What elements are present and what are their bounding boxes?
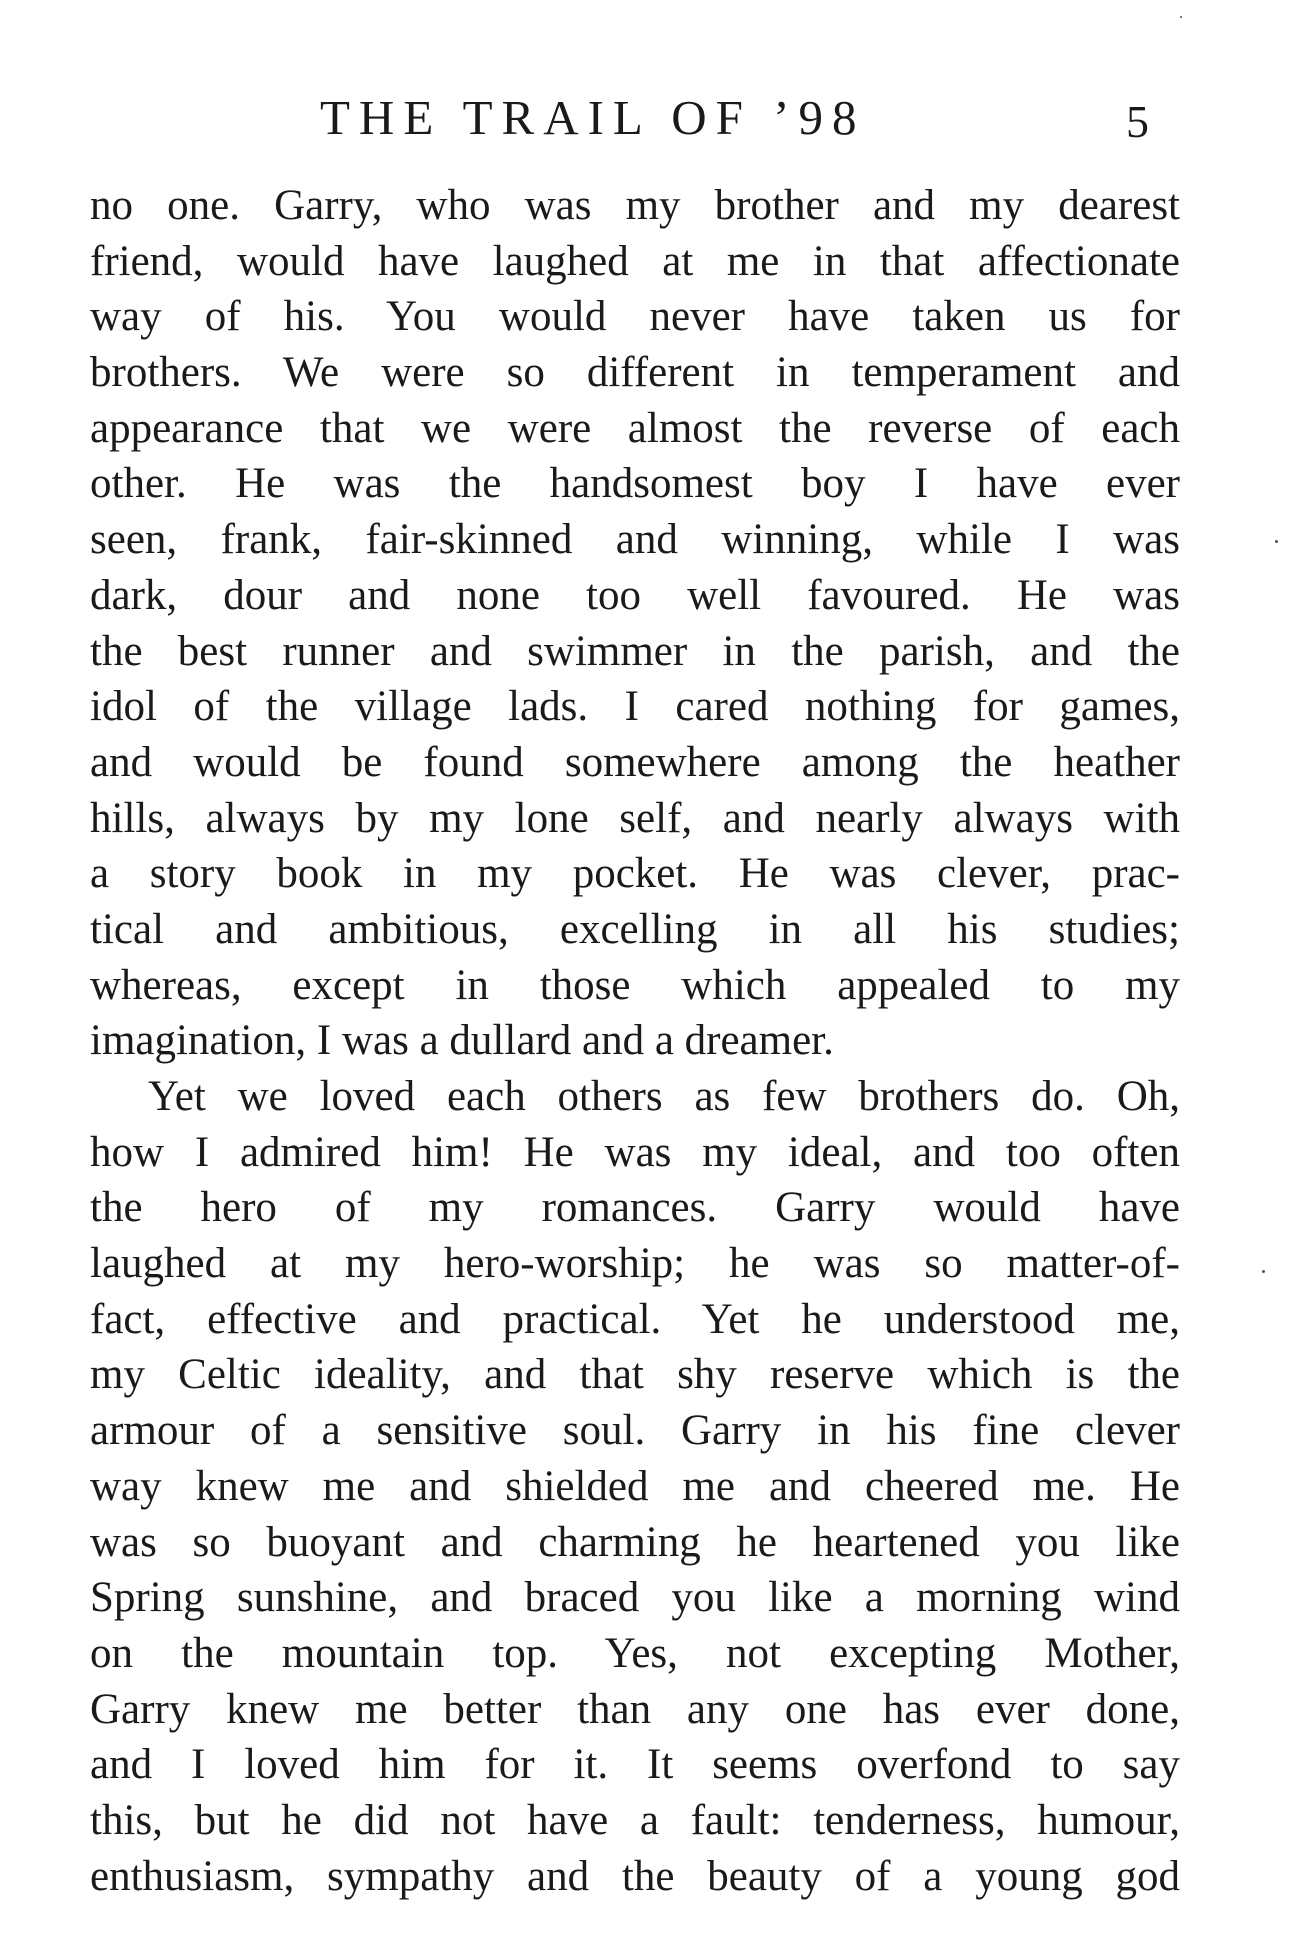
paragraph-1 — [90, 178, 1180, 1069]
text-line: enthusiasm, sympathy and the beauty of a young god — [90, 1852, 1180, 1900]
scan-speck — [1275, 540, 1278, 543]
text-line: and would be found somewhere among the heather — [90, 738, 1180, 786]
body-text — [90, 178, 1180, 1904]
text-line: imagination, I was a dullard and a dreamer. — [90, 1017, 834, 1065]
text-line: no one. Garry, who was my brother and my dearest — [90, 182, 1180, 229]
text-line: laughed at my hero-worship; he was so matter-of- — [90, 1240, 1180, 1288]
text-line: brothers. We were so different in temperament and — [90, 349, 1180, 397]
paragraph-2 — [90, 1069, 1180, 1904]
text-line: Spring sunshine, and braced you like a morning wind — [90, 1574, 1180, 1622]
text-line: hills, always by my lone self, and nearly always with — [90, 794, 1180, 842]
text-line: friend, would have laughed at me in that affectionate — [90, 237, 1180, 285]
text-line: was so buoyant and charming he heartened you like — [90, 1518, 1180, 1566]
scan-speck — [1262, 1270, 1265, 1273]
text-line: my Celtic ideality, and that shy reserve which is the — [90, 1351, 1180, 1399]
text-line: seen, frank, fair-skinned and winning, while I was — [90, 516, 1180, 564]
running-head — [0, 88, 1309, 148]
text-line: armour of a sensitive soul. Garry in his fine clever — [90, 1407, 1180, 1455]
text-line: this, but he did not have a fault: tenderness, humour, — [90, 1796, 1180, 1844]
text-line: way of his. You would never have taken us for — [90, 293, 1180, 341]
page-number: 5 — [1126, 96, 1149, 147]
text-line: Yet we loved each others as few brothers do. Oh, — [148, 1073, 1180, 1120]
text-line: the hero of my romances. Garry would have — [90, 1184, 1180, 1232]
text-line: way knew me and shielded me and cheered me. He — [90, 1462, 1180, 1510]
text-line: other. He was the handsomest boy I have ever — [90, 460, 1180, 508]
text-line: whereas, except in those which appealed to my — [90, 961, 1180, 1009]
text-line: appearance that we were almost the reverse of each — [90, 404, 1180, 452]
text-line: idol of the village lads. I cared nothing for games, — [90, 683, 1180, 731]
text-line: how I admired him! He was my ideal, and too often — [90, 1128, 1180, 1176]
text-line: dark, dour and none too well favoured. He was — [90, 571, 1180, 619]
running-title: THE TRAIL OF ’98 — [320, 90, 866, 145]
scan-speck — [1180, 16, 1182, 18]
text-line: and I loved him for it. It seems overfond to say — [90, 1741, 1180, 1789]
text-line: Garry knew me better than any one has ever done, — [90, 1685, 1180, 1733]
text-line: tical and ambitious, excelling in all his studies; — [90, 905, 1180, 953]
text-line: fact, effective and practical. Yet he understood me, — [90, 1295, 1180, 1343]
text-line: a story book in my pocket. He was clever, prac- — [90, 850, 1180, 898]
text-line: the best runner and swimmer in the parish, and the — [90, 627, 1180, 675]
text-line: on the mountain top. Yes, not excepting Mother, — [90, 1629, 1180, 1677]
